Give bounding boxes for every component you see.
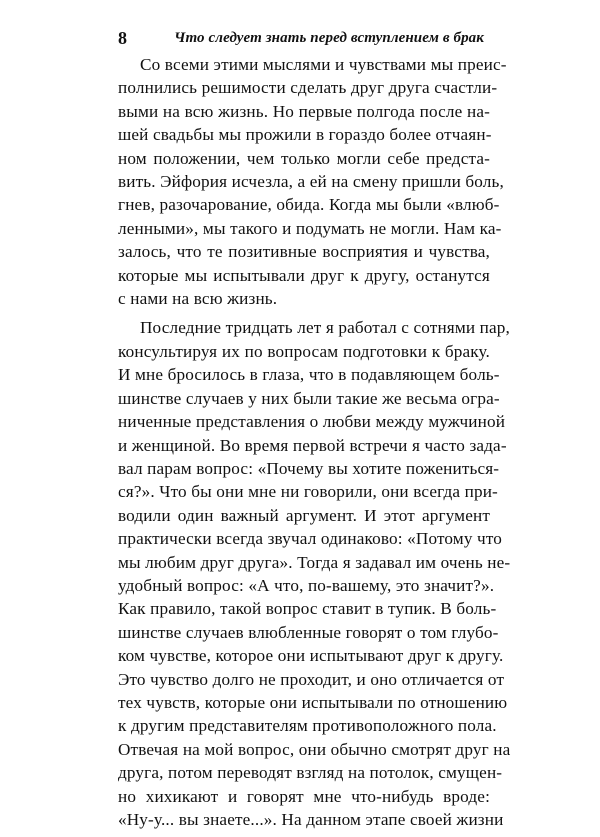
text-line: тех чувств, которые они испытывали по отношению (118, 692, 508, 712)
text-line: друга, потом переводят взгляд на потолок, смущен- (118, 763, 503, 783)
text-line: выми на всю жизнь. Но первые полгода после на- (118, 101, 490, 121)
text-line: «Ну-у... вы знаете...». На данном этапе своей жизни (118, 810, 504, 829)
text-line: гнев, разочарование, обида. Когда мы были «влюб- (118, 195, 500, 215)
text-line: но хихикают и говорят мне что-нибудь вроде: (118, 786, 490, 806)
text-line: Последние тридцать лет я работал с сотнями пар, (140, 318, 510, 338)
page-number: 8 (118, 28, 127, 48)
text-line: вал парам вопрос: «Почему вы хотите пожениться- (118, 458, 500, 478)
page-header (118, 28, 484, 52)
text-line: ном положении, чем только могли себе предста- (118, 148, 490, 168)
text-line: ком чувстве, которое они испытывают друг к другу. (118, 646, 504, 666)
text-line: и женщиной. Во время первой встречи я часто зада- (118, 435, 507, 455)
text-line: И мне бросилось в глаза, что в подавляющем боль- (118, 365, 500, 385)
body-text (118, 53, 511, 837)
text-line: Как правило, такой вопрос ставит в тупик. В боль- (118, 599, 497, 619)
text-line: удобный вопрос: «А что, по-вашему, это значит?». (118, 575, 495, 595)
text-line: полнились решимости сделать друг друга счастли- (118, 78, 498, 98)
text-line: вить. Эйфория исчезла, а ей на смену пришли боль, (118, 172, 504, 192)
text-line: ниченные представления о любви между мужчиной (118, 412, 506, 432)
running-head: Что следует знать перед вступлением в брак (174, 30, 484, 46)
text-line: залось, что те позитивные восприятия и чувства, (118, 242, 490, 262)
text-line: водили один важный аргумент. И этот аргумент (118, 505, 490, 525)
text-line: ся?». Что бы они мне ни говорили, они всегда при- (118, 482, 498, 502)
text-line: шей свадьбы мы прожили в гораздо более отчаян- (118, 125, 492, 145)
paragraph (118, 53, 507, 310)
text-line: которые мы испытывали друг к другу, останутся (118, 265, 490, 285)
text-line: шинстве случаев у них были такие же весьма огра- (118, 388, 500, 408)
text-line: практически всегда звучал одинаково: «Потому что (118, 529, 502, 549)
text-line: мы любим друг друга». Тогда я задавал им очень не- (118, 552, 511, 572)
text-line: Отвечая на мой вопрос, они обычно смотрят друг на (118, 739, 511, 759)
text-line: ленными», мы такого и подумать не могли. Нам ка- (118, 218, 502, 238)
text-line: Со всеми этими мыслями и чувствами мы преис- (140, 55, 507, 74)
text-line: шинстве случаев влюбленные говорят о том глубо- (118, 622, 499, 642)
text-line: консультируя их по вопросам подготовки к браку. (118, 341, 490, 361)
paragraph (118, 316, 511, 831)
text-line: к другим представителям противоположного пола. (118, 716, 497, 736)
text-line: Это чувство долго не проходит, и оно отличается от (118, 669, 505, 689)
text-line: с нами на всю жизнь. (118, 289, 278, 309)
